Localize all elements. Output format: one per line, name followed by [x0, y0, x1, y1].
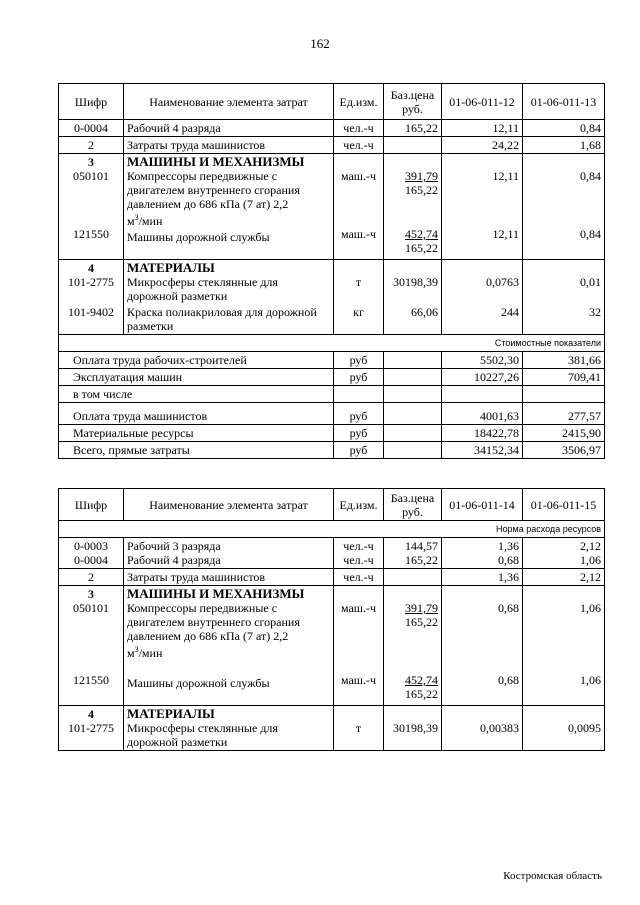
header-price: Баз.цена руб. — [384, 84, 442, 120]
summary-value-2: 381,66 — [523, 352, 605, 369]
summary-row — [59, 369, 605, 386]
material-values-1: 0,00383 — [442, 706, 523, 751]
table-header-row — [59, 489, 605, 521]
summary-price — [384, 442, 442, 459]
header-price: Баз.цена руб. — [384, 489, 442, 521]
row-code: 0-0004 — [59, 120, 124, 137]
machine-values-2: 0,84 0,84 — [523, 154, 605, 260]
material-row — [59, 260, 605, 335]
row-unit: чел.-ч — [334, 569, 384, 586]
row-code: 2 — [59, 137, 124, 154]
row-name: Компрессоры передвижные с двигателем внутреннего сгорания давлением до 686 кПа (7 ат) 2,2 $м^3$/мин — [127, 601, 300, 660]
row-code: 0-0003 0-0004 — [59, 538, 124, 569]
row-code: 121550 — [73, 227, 109, 241]
summary-unit — [334, 386, 384, 403]
table-header-row — [59, 84, 605, 120]
summary-row — [59, 425, 605, 442]
section-number: 3 — [88, 155, 94, 169]
header-unit: Ед.изм. — [334, 489, 384, 521]
machine-values-2: 1,06 1,06 — [523, 586, 605, 706]
resource-table-1 — [58, 83, 605, 459]
machine-codes: 3 050101 121550 — [59, 586, 124, 706]
cost-caption-row — [59, 335, 605, 352]
machine-row — [59, 586, 605, 706]
machine-prices: 391,79 165,22 452,74 165,22 — [384, 154, 442, 260]
summary-row — [59, 386, 605, 403]
row-value-2: 0,84 — [523, 120, 605, 137]
row-value-2: 2,12 1,06 — [523, 538, 605, 569]
machine-names — [124, 586, 334, 706]
summary-label: в том числе — [59, 386, 334, 403]
summary-value-2: 277,57 — [523, 403, 605, 425]
footer-region: Костромская область — [503, 870, 602, 882]
machine-units: маш.-ч маш.-ч — [334, 154, 384, 260]
material-names: МАТЕРИАЛЫ Микросферы стеклянные для дорожной разметки — [124, 706, 334, 751]
row-name: Компрессоры передвижные с двигателем внутреннего сгорания давлением до 686 кПа (7 ат) 2,2 $м^3$/мин — [127, 169, 300, 228]
header-code: Шифр — [59, 84, 124, 120]
summary-value-2 — [523, 386, 605, 403]
section-number: 4 — [88, 261, 94, 275]
summary-label: Всего, прямые затраты — [59, 442, 334, 459]
header-name: Наименование элемента затрат — [124, 84, 334, 120]
summary-row — [59, 352, 605, 369]
section-title: МАТЕРИАЛЫ — [127, 260, 215, 275]
summary-value-2: 3506,97 — [523, 442, 605, 459]
material-names: МАТЕРИАЛЫ Микросферы стеклянные для дорожной разметки Краска полиакриловая для дорожной разметки — [124, 260, 334, 335]
row-name: Рабочий 3 разряда Рабочий 4 разряда — [124, 538, 334, 569]
row-name: Затраты труда машинистов — [124, 137, 334, 154]
summary-value-1: 34152,34 — [442, 442, 523, 459]
row-unit: чел.-ч чел.-ч — [334, 538, 384, 569]
page-number: 162 — [310, 36, 330, 51]
norm-caption: Норма расхода ресурсов — [59, 521, 605, 538]
row-price: 144,57 165,22 — [384, 538, 442, 569]
row-name: Машины дорожной службы — [127, 676, 270, 690]
summary-price — [384, 352, 442, 369]
header-col1: 01-06-011-12 — [442, 84, 523, 120]
section-number: 3 — [88, 587, 94, 601]
table-row — [59, 569, 605, 586]
header-unit: Ед.изм. — [334, 84, 384, 120]
summary-row — [59, 442, 605, 459]
summary-label: Эксплуатация машин — [59, 369, 334, 386]
summary-unit: руб — [334, 403, 384, 425]
header-col2: 01-06-011-13 — [523, 84, 605, 120]
material-values-1: 0,0763 244 — [442, 260, 523, 335]
machine-row — [59, 154, 605, 260]
row-value-2: 2,12 — [523, 569, 605, 586]
section-title: МАШИНЫ И МЕХАНИЗМЫ — [127, 586, 305, 601]
resource-table-2 — [58, 488, 605, 751]
material-values-2: 0,0095 — [523, 706, 605, 751]
material-codes: 4 101-2775 101-9402 — [59, 260, 124, 335]
summary-unit: руб — [334, 369, 384, 386]
section-title: МАШИНЫ И МЕХАНИЗМЫ — [127, 154, 305, 169]
summary-value-2: 2415,90 — [523, 425, 605, 442]
row-value-1: 12,11 — [442, 120, 523, 137]
machine-units: маш.-ч маш.-ч — [334, 586, 384, 706]
section-title: МАТЕРИАЛЫ — [127, 706, 215, 721]
machine-values-1: 12,11 12,11 — [442, 154, 523, 260]
summary-unit: руб — [334, 352, 384, 369]
row-value-1: 1,36 — [442, 569, 523, 586]
row-name: Затраты труда машинистов — [124, 569, 334, 586]
summary-unit: руб — [334, 425, 384, 442]
summary-price — [384, 386, 442, 403]
header-col1: 01-06-011-14 — [442, 489, 523, 521]
table-row — [59, 538, 605, 569]
header-col2: 01-06-011-15 — [523, 489, 605, 521]
material-values-2: 0,01 32 — [523, 260, 605, 335]
summary-label: Оплата труда рабочих-строителей — [59, 352, 334, 369]
header-code: Шифр — [59, 489, 124, 521]
summary-price — [384, 403, 442, 425]
summary-unit: руб — [334, 442, 384, 459]
material-units: т кг — [334, 260, 384, 335]
header-name: Наименование элемента затрат — [124, 489, 334, 521]
material-units: т — [334, 706, 384, 751]
material-prices: 30198,39 66,06 — [384, 260, 442, 335]
norm-caption-row — [59, 521, 605, 538]
material-codes: 4 101-2775 — [59, 706, 124, 751]
machine-names — [124, 154, 334, 260]
table-row — [59, 120, 605, 137]
row-price: 165,22 — [384, 120, 442, 137]
machine-values-1: 0,68 0,68 — [442, 586, 523, 706]
row-value-2: 1,68 — [523, 137, 605, 154]
table-row — [59, 137, 605, 154]
summary-label: Оплата труда машинистов — [59, 403, 334, 425]
summary-price — [384, 369, 442, 386]
row-value-1: 1,36 0,68 — [442, 538, 523, 569]
material-prices: 30198,39 — [384, 706, 442, 751]
row-price — [384, 569, 442, 586]
row-price — [384, 137, 442, 154]
summary-price — [384, 425, 442, 442]
material-row — [59, 706, 605, 751]
machine-codes — [59, 154, 124, 260]
row-unit: чел.-ч — [334, 120, 384, 137]
summary-value-1: 4001,63 — [442, 403, 523, 425]
summary-value-1: 10227,26 — [442, 369, 523, 386]
row-name: Машины дорожной службы — [127, 230, 270, 244]
summary-value-2: 709,41 — [523, 369, 605, 386]
summary-row — [59, 403, 605, 425]
cost-caption: Стоимостные показатели — [59, 335, 605, 352]
section-number: 4 — [88, 707, 94, 721]
summary-value-1 — [442, 386, 523, 403]
row-unit: чел.-ч — [334, 137, 384, 154]
summary-value-1: 18422,78 — [442, 425, 523, 442]
summary-label: Материальные ресурсы — [59, 425, 334, 442]
summary-value-1: 5502,30 — [442, 352, 523, 369]
row-code: 2 — [59, 569, 124, 586]
machine-prices: 391,79 165,22 452,74 165,22 — [384, 586, 442, 706]
row-name: Рабочий 4 разряда — [124, 120, 334, 137]
row-code: 050101 — [73, 169, 109, 183]
row-value-1: 24,22 — [442, 137, 523, 154]
